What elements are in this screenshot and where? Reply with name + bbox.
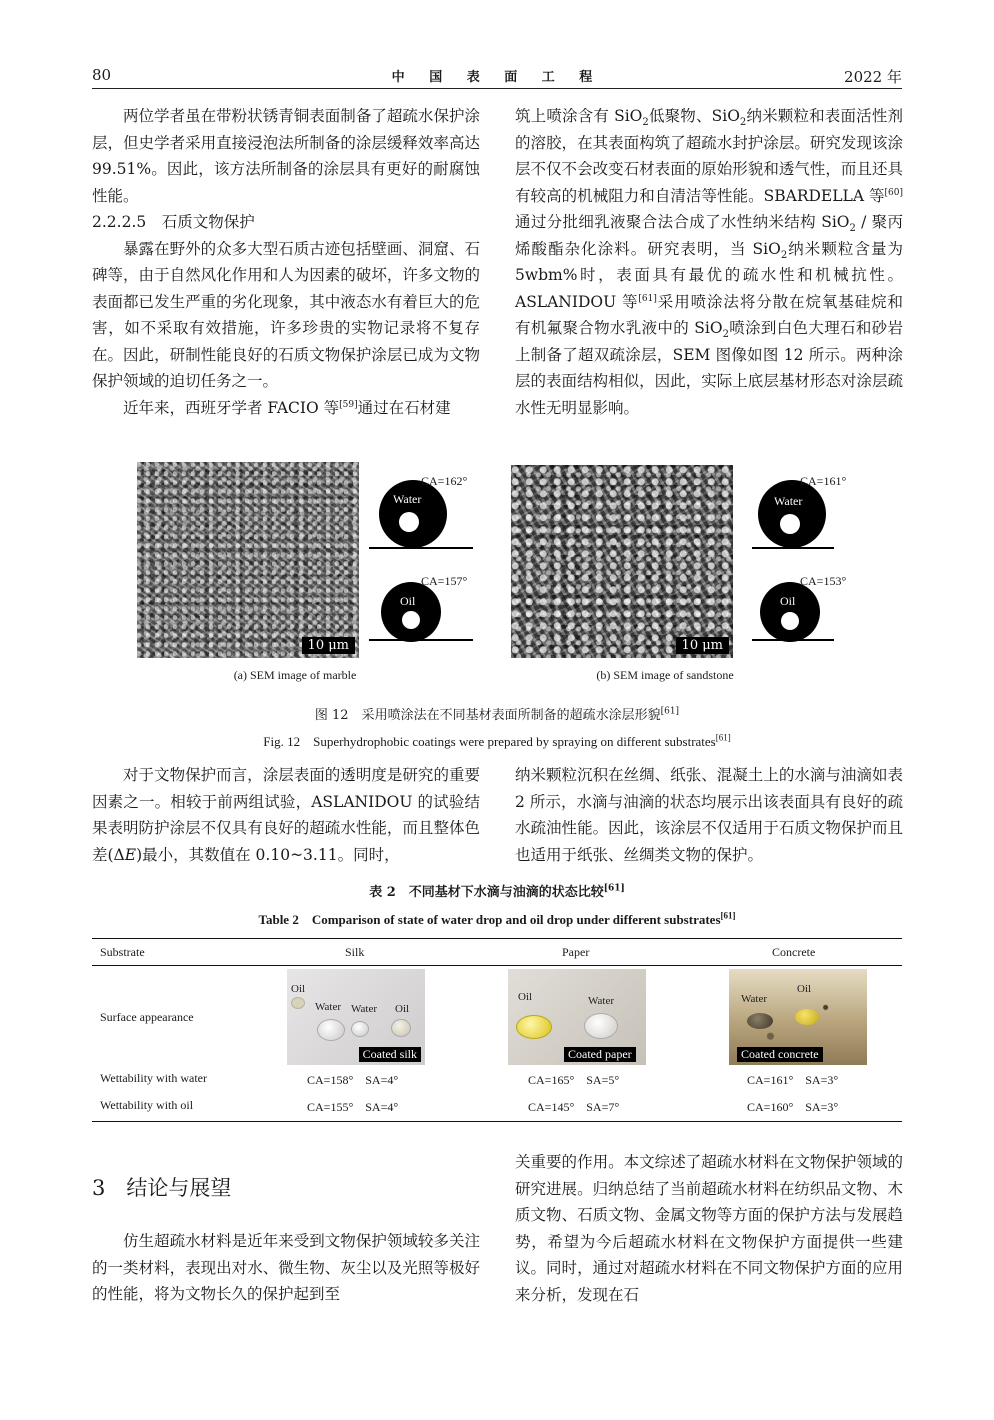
- figure-caption-en: Fig. 12 Superhydrophobic coatings were prepared by spraying on different substrates[61]: [263, 732, 731, 749]
- paragraph: 关重要的作用。本文综述了超疏水材料在文物保护领域的研究进展。归纳总结了当前超疏水材料在纺织品文物、木质文物、石质文物、金属文物等方面的保护方法与发展趋势，希望为今后超疏水材料在文物保护方面提供一些建议。同时，通过对超疏水材料在不同文物保护方面的应用来分析，发现在石: [515, 1153, 903, 1304]
- column-right-bottom: [515, 1149, 903, 1308]
- citation: [61]: [638, 293, 657, 304]
- table-header: Silk: [345, 945, 365, 959]
- paragraph: 对于文物保护而言，涂层表面的透明度是研究的重要因素之一。相较于前两组试验，ASLANIDOU 的试验结果表明防护涂层不仅具有良好的超疏水性能，而且整体色差(ΔE)最小，其数值在 0.10~3.11。同时，: [92, 766, 480, 864]
- scale-bar: 10 μm: [302, 637, 355, 654]
- sem-image-marble: [137, 462, 359, 658]
- paragraph: 两位学者虽在带粉状锈青铜表面制备了超疏水保护涂层，但史学者采用直接浸泡法所制备的涂层缓释效率高达 99.51%。因此，该方法所制备的涂层具有更好的耐腐蚀性能。: [92, 107, 480, 205]
- table-header: Concrete: [772, 945, 816, 959]
- drop-label: Oil: [395, 1003, 410, 1015]
- column-left-top: [92, 103, 480, 421]
- table-cell: CA=158° SA=4°: [307, 1073, 399, 1087]
- issue-year: 2022 年: [844, 68, 902, 86]
- contact-angle-value: CA=161°: [800, 474, 847, 488]
- table-header: Substrate: [100, 945, 145, 959]
- contact-angle-sandstone: [748, 474, 858, 664]
- drop-label: Water: [315, 1001, 341, 1013]
- column-right-mid: [515, 762, 903, 868]
- subfigure-caption: (a) SEM image of marble: [233, 668, 357, 682]
- table-cell: CA=165° SA=5°: [528, 1073, 620, 1087]
- table-cell: CA=161° SA=3°: [747, 1073, 839, 1087]
- citation: [60]: [884, 187, 903, 198]
- column-left-mid: [92, 762, 480, 868]
- sem-image-sandstone: [511, 465, 733, 658]
- paragraph: 筑上喷涂含有 SiO$_2$低聚物、SiO$_2$纳米颗粒和表面活性剂的溶胶，在其表面构筑了超疏水封护涂层。研究发现该涂层不仅不会改变石材表面的原始形貌和透气性，而且还具有较高的机械阻力和自清洁等性能。SBARDELLA 等[60]通过分批细乳液聚合法合成了水性纳米结构 SiO$_2$ / 聚丙烯酸酯杂化涂料。研究表明，当 SiO$_2$纳米颗粒含量为 5wbm%时，表面具有最优的疏水性和机械抗性。ASLANIDOU 等[61]采用喷涂法将分散在烷氧基硅烷和有机氟聚合物水乳液中的 SiO$_2$喷涂到白色大理石和砂岩上制备了超双疏涂层，SEM 图像如图 12 所示。两种涂层的表面结构相似，因此，实际上底层基材形态对涂层疏水性无明显影响。: [515, 107, 904, 417]
- column-right-top: [515, 103, 903, 421]
- page-number: 80: [92, 66, 112, 84]
- drop-label: Oil: [291, 983, 306, 995]
- table-cell: CA=145° SA=7°: [528, 1100, 620, 1114]
- subfigure-caption: (b) SEM image of sandstone: [596, 668, 734, 682]
- citation: [59]: [339, 399, 358, 410]
- scale-bar: 10 μm: [676, 637, 729, 654]
- paragraph: 仿生超疏水材料是近年来受到文物保护领域较多关注的一类材料，表现出对水、微生物、灰尘以及光照等极好的性能，将为文物长久的保护起到至: [92, 1232, 480, 1303]
- contact-angle-value: CA=157°: [421, 574, 468, 588]
- row-label: Wettability with oil: [100, 1098, 194, 1112]
- water-label: Water: [774, 494, 803, 508]
- paragraph: 近年来，西班牙学者 FACIO 等[59]通过在石材建: [123, 398, 451, 417]
- contact-angle-marble: [365, 472, 475, 662]
- column-left-bottom: [92, 1228, 480, 1308]
- row-label: Surface appearance: [100, 1010, 194, 1024]
- figure-caption-cn: 图 12 采用喷涂法在不同基材表面所制备的超疏水涂层形貌[61]: [314, 706, 680, 723]
- oil-label: Oil: [400, 594, 416, 608]
- drop-label: Oil: [797, 983, 812, 995]
- paragraph: 纳米颗粒沉积在丝绸、纸张、混凝土上的水滴与油滴如表 2 所示，水滴与油滴的状态均展示出该表面具有良好的疏水疏油性能。因此，该涂层不仅适用于石质文物保护而且也适用于纸张、丝绸类文物的保护。: [515, 766, 903, 864]
- paragraph: 暴露在野外的众多大型石质古迹包括壁画、洞窟、石碑等，由于自然风化作用和人为因素的破坏，许多文物的表面都已发生严重的劣化现象，其中液态水有着巨大的危害，如不采取有效措施，许多珍贵的实物记录将不复存在。因此，研制性能良好的石质文物保护涂层已成为文物保护领域的迫切任务之一。: [92, 239, 480, 390]
- water-label: Water: [393, 492, 422, 506]
- contact-angle-value: CA=153°: [800, 574, 847, 588]
- photo-tag: Coated paper: [564, 1047, 636, 1062]
- photo-concrete: [729, 969, 867, 1065]
- table-2: [92, 938, 902, 1122]
- table-header: Paper: [562, 945, 590, 959]
- drop-label: Water: [351, 1003, 377, 1015]
- table-cell: CA=160° SA=3°: [747, 1100, 839, 1114]
- section-heading: 3 结论与展望: [92, 1176, 232, 1200]
- page-header: [92, 62, 902, 89]
- photo-tag: Coated concrete: [737, 1047, 823, 1062]
- photo-paper: [508, 969, 646, 1065]
- drop-label: Water: [588, 995, 614, 1007]
- subsection-heading: 2.2.2.5 石质文物保护: [92, 213, 255, 231]
- drop-label: Oil: [518, 991, 533, 1003]
- journal-title: 中 国 表 面 工 程: [391, 70, 603, 85]
- photo-tag: Coated silk: [359, 1047, 421, 1062]
- table-title-en: Table 2 Comparison of state of water drop and oil drop under different substrates[61]: [258, 910, 736, 927]
- contact-angle-value: CA=162°: [421, 474, 468, 488]
- oil-label: Oil: [780, 594, 796, 608]
- table-cell: CA=155° SA=4°: [307, 1100, 399, 1114]
- photo-silk: [287, 969, 425, 1065]
- row-label: Wettability with water: [100, 1071, 208, 1085]
- table-title-cn: 表 2 不同基材下水滴与油滴的状态比较[61]: [369, 883, 625, 900]
- drop-label: Water: [741, 993, 767, 1005]
